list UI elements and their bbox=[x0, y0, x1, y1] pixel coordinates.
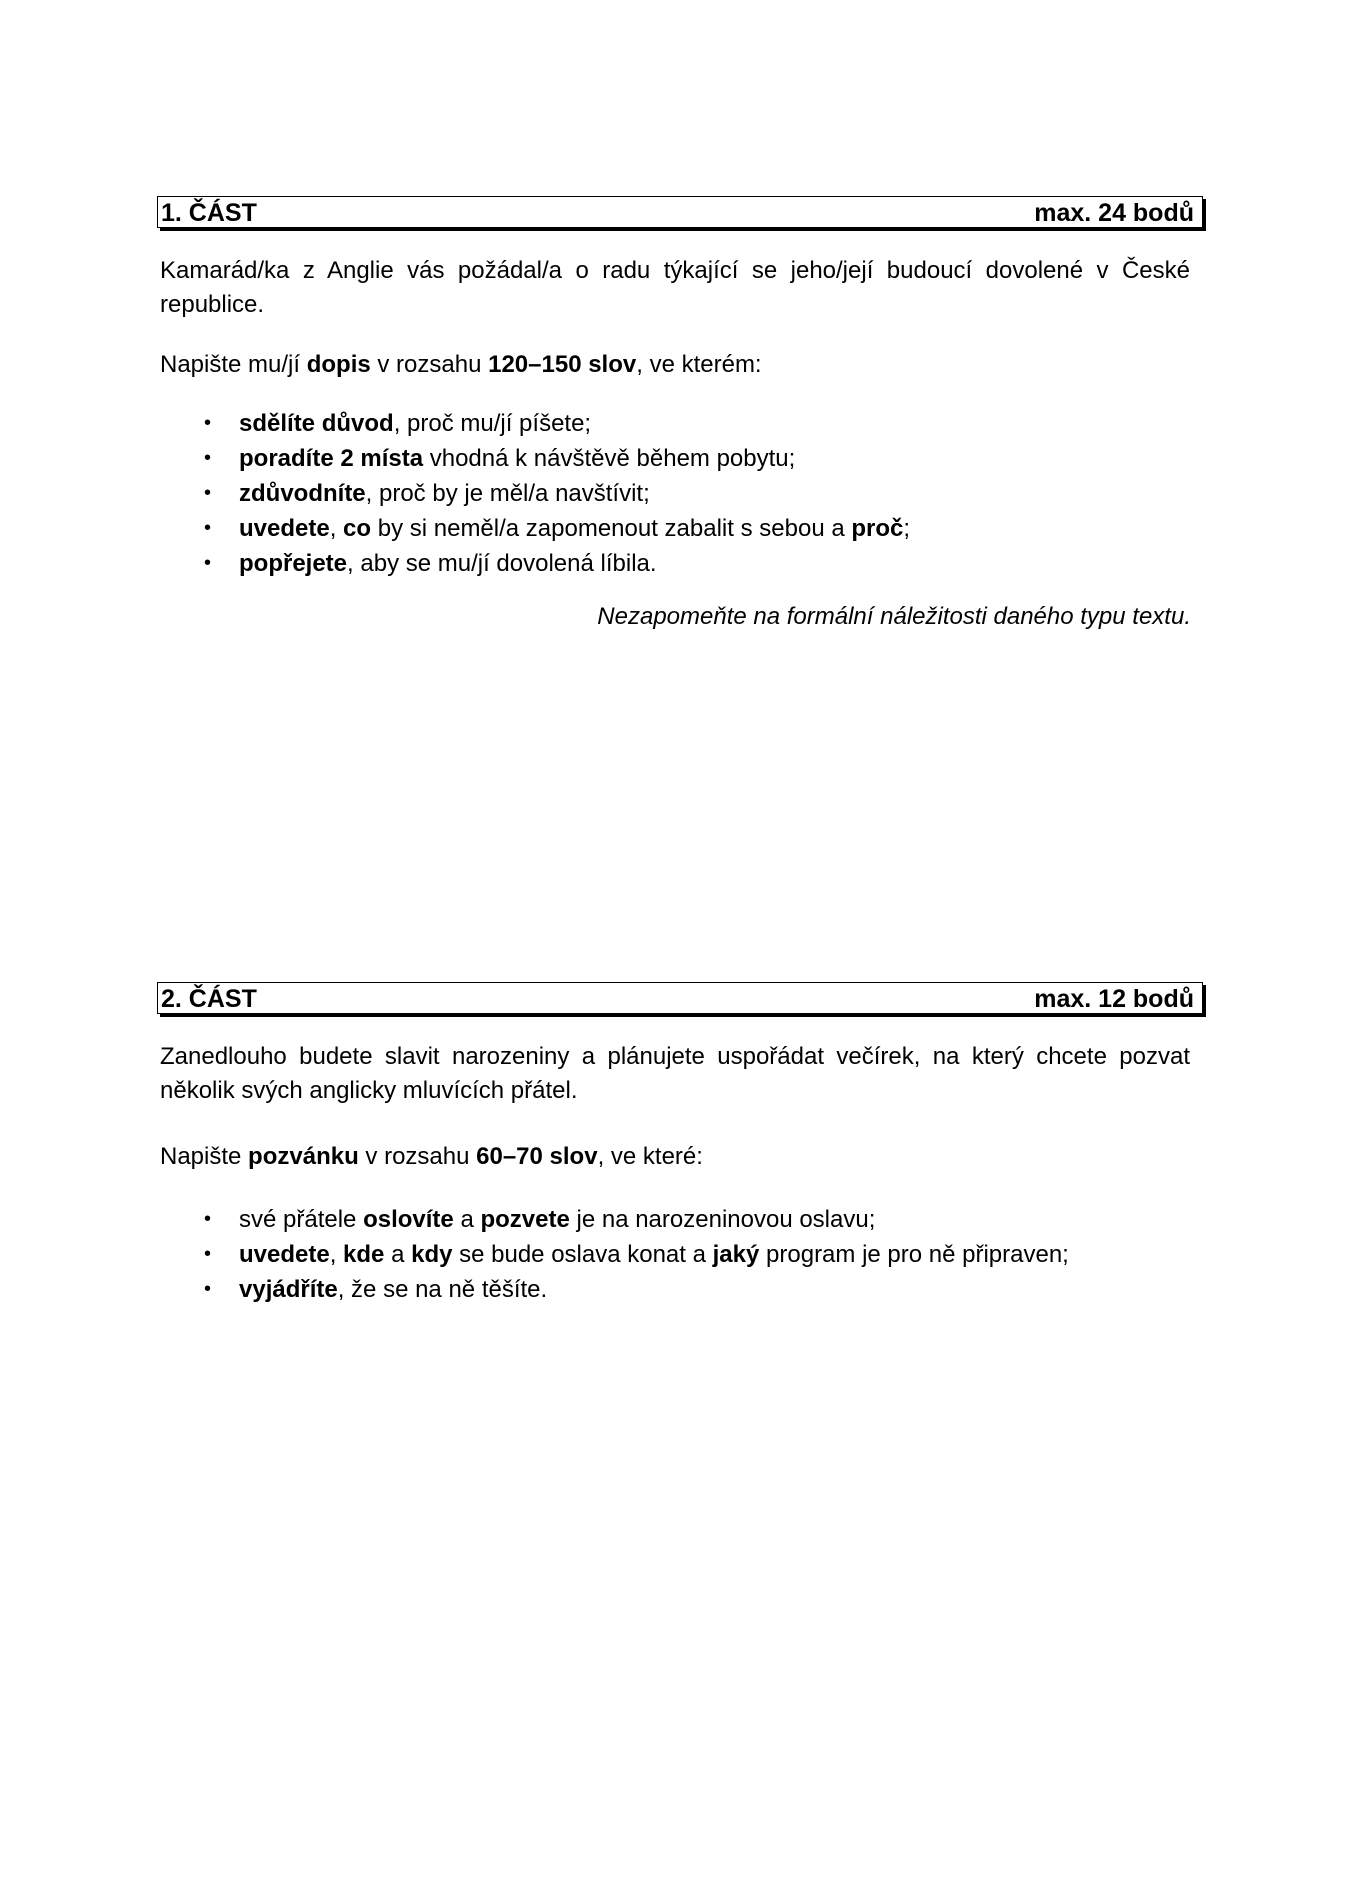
bullet-icon: • bbox=[204, 1243, 212, 1265]
part-2-intro: Zanedlouho budete slavit narozeniny a plánujete uspořádat večírek, na který chcete pozvat několik svých anglicky mluvících přátel. bbox=[160, 1043, 1190, 1104]
list-item: • sdělíte důvod, proč mu/jí píšete; bbox=[157, 406, 1187, 441]
part-1-header bbox=[157, 196, 1203, 228]
list-item: • popřejete, aby se mu/jí dovolená líbila. bbox=[157, 546, 1187, 581]
bullet-icon: • bbox=[204, 517, 212, 539]
list-item: • poradíte 2 místa vhodná k návštěvě během pobytu; bbox=[157, 441, 1187, 476]
part-1-instruction: Napište mu/jí dopis v rozsahu 120–150 slov, ve kterém: bbox=[160, 351, 762, 378]
part-1-points: max. 24 bodů bbox=[1034, 199, 1194, 227]
bullet-icon: • bbox=[204, 482, 212, 504]
bullet-icon: • bbox=[204, 1278, 212, 1300]
part-1-intro: Kamarád/ka z Anglie vás požádal/a o radu týkající se jeho/její budoucí dovolené v České republice. bbox=[160, 257, 1190, 318]
list-item: • své přátele oslovíte a pozvete je na narozeninovou oslavu; bbox=[157, 1202, 1187, 1237]
part-1-note: Nezapomeňte na formální náležitosti daného typu textu. bbox=[597, 603, 1191, 630]
part-2-title: 2. ČÁST bbox=[161, 985, 257, 1013]
part-2-section bbox=[157, 982, 1207, 1303]
list-item: • uvedete, kde a kdy se bude oslava konat a jaký program je pro ně připraven; bbox=[157, 1237, 1187, 1272]
part-1-bullet-list bbox=[157, 406, 1187, 581]
part-1-section bbox=[157, 196, 1207, 630]
part-2-header bbox=[157, 982, 1203, 1014]
bullet-icon: • bbox=[204, 412, 212, 434]
list-item: • vyjádříte, že se na ně těšíte. bbox=[157, 1272, 1187, 1307]
list-item: • uvedete, co by si neměl/a zapomenout zabalit s sebou a proč; bbox=[157, 511, 1187, 546]
bullet-icon: • bbox=[204, 1208, 212, 1230]
part-2-points: max. 12 bodů bbox=[1034, 985, 1194, 1013]
list-item: • zdůvodníte, proč by je měl/a navštívit; bbox=[157, 476, 1187, 511]
bullet-icon: • bbox=[204, 552, 212, 574]
part-1-title: 1. ČÁST bbox=[161, 199, 257, 227]
part-2-instruction: Napište pozvánku v rozsahu 60–70 slov, ve které: bbox=[160, 1143, 703, 1170]
part-2-bullet-list bbox=[157, 1202, 1187, 1307]
bullet-icon: • bbox=[204, 447, 212, 469]
